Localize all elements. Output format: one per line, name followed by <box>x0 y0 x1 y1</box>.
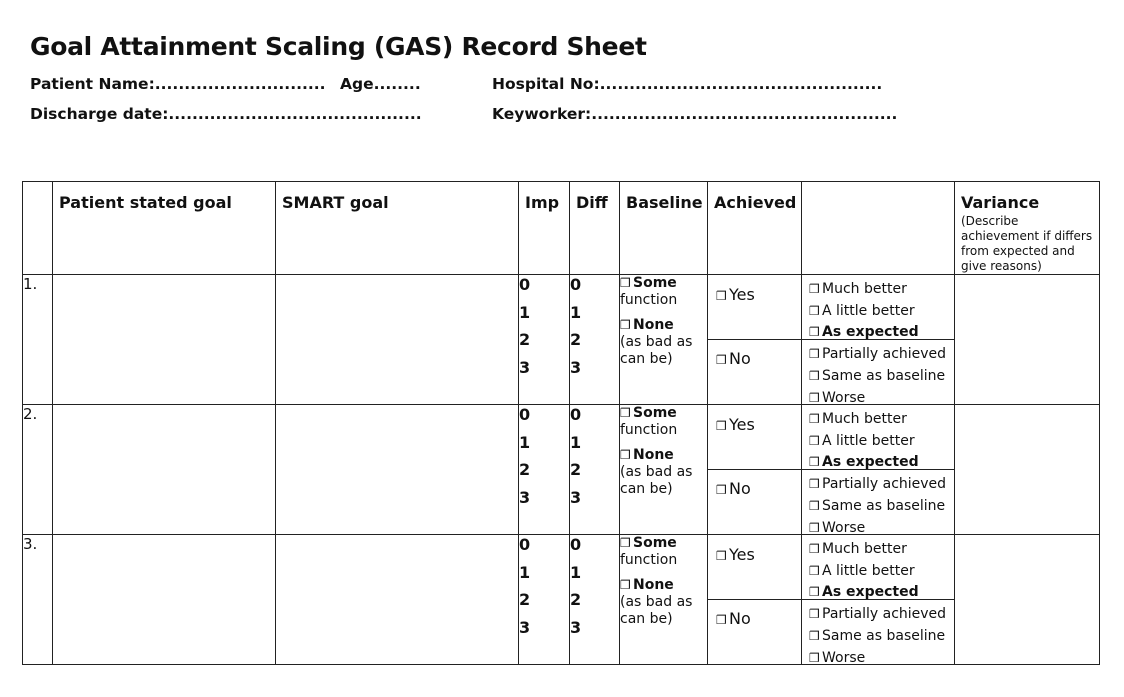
checkbox-icon[interactable]: ❒ <box>809 563 820 578</box>
variance-cell[interactable] <box>955 275 1100 405</box>
baseline-cell <box>620 275 708 405</box>
checkbox-icon[interactable]: ❒ <box>620 276 631 290</box>
variance-header <box>955 182 1100 275</box>
checkbox-icon[interactable]: ❒ <box>716 483 727 497</box>
smart-goal-header: SMART goal <box>276 182 519 275</box>
checkbox-icon[interactable]: ❒ <box>809 650 820 665</box>
imp-value[interactable]: 3 <box>519 487 531 507</box>
table-header-row <box>23 182 1100 275</box>
diff-value[interactable]: 2 <box>570 590 582 609</box>
outcome-options <box>809 539 946 669</box>
achieved-yes-option[interactable]: ❒ Yes <box>716 415 755 434</box>
imp-value[interactable]: 1 <box>519 432 531 452</box>
checkbox-icon[interactable]: ❒ <box>809 303 820 318</box>
imp-value[interactable]: 1 <box>519 302 531 322</box>
imp-value[interactable]: 0 <box>519 405 531 424</box>
outcome-little-better-option[interactable]: ❒ A little better <box>809 431 946 453</box>
checkbox-icon[interactable]: ❒ <box>809 542 820 556</box>
checkbox-icon[interactable]: ❒ <box>809 433 820 448</box>
outcome-partially-option[interactable]: ❒ Partially achieved <box>809 474 946 496</box>
outcome-partially-option[interactable]: ❒ Partially achieved <box>809 604 946 626</box>
diff-value[interactable]: 3 <box>570 357 582 377</box>
outcome-options <box>809 409 946 539</box>
achieved-yes-option[interactable]: ❒ Yes <box>716 545 755 564</box>
diff-value[interactable]: 0 <box>570 535 582 554</box>
outcome-much-better-option[interactable]: ❒ Much better <box>809 409 946 431</box>
achieved-no-option[interactable]: ❒ No <box>716 479 751 498</box>
outcome-partially-option[interactable]: ❒ Partially achieved <box>809 344 946 366</box>
outcome-same-option[interactable]: ❒ Same as baseline <box>809 496 946 518</box>
outcome-options <box>809 279 946 409</box>
checkbox-icon[interactable]: ❒ <box>716 549 727 563</box>
outcome-worse-option[interactable]: ❒ Worse <box>809 388 946 410</box>
outcome-cell <box>802 275 955 405</box>
patient-goal-cell[interactable] <box>53 405 276 535</box>
diff-value[interactable]: 1 <box>570 562 582 582</box>
checkbox-icon[interactable]: ❒ <box>809 520 820 535</box>
imp-value[interactable]: 0 <box>519 535 531 554</box>
checkbox-icon[interactable]: ❒ <box>809 498 820 513</box>
patient-goal-header: Patient stated goal <box>53 182 276 275</box>
checkbox-icon[interactable]: ❒ <box>809 368 820 383</box>
outcome-as-expected-option[interactable]: ❒ As expected <box>809 582 946 604</box>
outcome-same-option[interactable]: ❒ Same as baseline <box>809 626 946 648</box>
achieved-no-option[interactable]: ❒ No <box>716 349 751 368</box>
outcome-worse-option[interactable]: ❒ Worse <box>809 648 946 670</box>
achieved-cell <box>708 535 802 665</box>
imp-value[interactable]: 1 <box>519 562 531 582</box>
baseline-none-option[interactable]: ❒ None (as bad as can be) <box>620 317 693 367</box>
outcome-little-better-option[interactable]: ❒ A little better <box>809 301 946 323</box>
divider <box>708 469 801 470</box>
diff-value[interactable]: 2 <box>570 460 582 479</box>
achieved-yes-option[interactable]: ❒ Yes <box>716 285 755 304</box>
diff-value[interactable]: 3 <box>570 487 582 507</box>
baseline-cell <box>620 405 708 535</box>
baseline-some-option[interactable]: ❒ Some function <box>620 405 678 438</box>
baseline-some-option[interactable]: ❒ Some function <box>620 535 678 568</box>
checkbox-icon[interactable]: ❒ <box>620 318 631 332</box>
checkbox-icon[interactable]: ❒ <box>809 477 820 492</box>
imp-value[interactable]: 3 <box>519 357 531 377</box>
checkbox-icon[interactable]: ❒ <box>620 448 631 462</box>
smart-goal-cell[interactable] <box>276 405 519 535</box>
achieved-no-option[interactable]: ❒ No <box>716 609 751 628</box>
diff-value[interactable]: 3 <box>570 617 582 637</box>
checkbox-icon[interactable]: ❒ <box>809 282 820 296</box>
diff-scale[interactable] <box>570 275 620 405</box>
diff-value[interactable]: 0 <box>570 405 582 424</box>
diff-scale[interactable] <box>570 405 620 535</box>
imp-value[interactable]: 2 <box>519 460 531 479</box>
gas-record-table <box>22 181 1100 665</box>
imp-value[interactable]: 2 <box>519 590 531 609</box>
smart-goal-cell[interactable] <box>276 535 519 665</box>
number-header <box>23 182 53 275</box>
imp-value[interactable]: 0 <box>519 275 531 294</box>
imp-value[interactable]: 2 <box>519 330 531 349</box>
achieved-cell <box>708 405 802 535</box>
checkbox-icon[interactable]: ❒ <box>809 628 820 643</box>
diff-value[interactable]: 1 <box>570 432 582 452</box>
diff-value[interactable]: 0 <box>570 275 582 294</box>
imp-scale[interactable] <box>519 535 570 665</box>
keyworker-field[interactable]: Keyworker:.................................................... <box>492 105 898 123</box>
checkbox-icon[interactable]: ❒ <box>716 353 727 367</box>
goal-row <box>23 535 1100 665</box>
goal-row <box>23 405 1100 535</box>
outcome-same-option[interactable]: ❒ Same as baseline <box>809 366 946 388</box>
patient-name-field[interactable]: Patient Name:............................. <box>30 75 326 93</box>
hospital-no-field[interactable]: Hospital No:................................................ <box>492 75 883 93</box>
smart-goal-cell[interactable] <box>276 275 519 405</box>
variance-title: Variance <box>961 193 1040 212</box>
diff-value[interactable]: 2 <box>570 330 582 349</box>
outcome-little-better-option[interactable]: ❒ A little better <box>809 561 946 583</box>
checkbox-icon[interactable]: ❒ <box>716 613 727 627</box>
outcome-as-expected-option[interactable]: ❒ As expected <box>809 452 946 474</box>
imp-scale[interactable] <box>519 275 570 405</box>
achieved-header: Achieved <box>708 182 802 275</box>
row-number: 3. <box>23 535 53 665</box>
outcome-cell <box>802 535 955 665</box>
variance-cell[interactable] <box>955 535 1100 665</box>
variance-cell[interactable] <box>955 405 1100 535</box>
diff-header: Diff <box>570 182 620 275</box>
page-title: Goal Attainment Scaling (GAS) Record Sheet <box>30 32 647 61</box>
outcome-much-better-option[interactable]: ❒ Much better <box>809 279 946 301</box>
patient-goal-cell[interactable] <box>53 535 276 665</box>
checkbox-icon[interactable]: ❒ <box>620 578 631 592</box>
checkbox-icon[interactable]: ❒ <box>620 536 631 550</box>
outcome-cell <box>802 405 955 535</box>
outcome-header <box>802 182 955 275</box>
imp-scale[interactable] <box>519 405 570 535</box>
checkbox-icon[interactable]: ❒ <box>809 585 820 600</box>
row-number: 2. <box>23 405 53 535</box>
age-field[interactable]: Age........ <box>340 75 421 93</box>
outcome-as-expected-option[interactable]: ❒ As expected <box>809 322 946 344</box>
discharge-date-field[interactable]: Discharge date:........................................... <box>30 105 422 123</box>
checkbox-icon[interactable]: ❒ <box>809 390 820 405</box>
checkbox-icon[interactable]: ❒ <box>716 419 727 433</box>
patient-goal-cell[interactable] <box>53 275 276 405</box>
imp-header: Imp <box>519 182 570 275</box>
checkbox-icon[interactable]: ❒ <box>716 289 727 303</box>
checkbox-icon[interactable]: ❒ <box>809 607 820 622</box>
checkbox-icon[interactable]: ❒ <box>809 455 820 470</box>
row-number: 1. <box>23 275 53 405</box>
baseline-header: Baseline <box>620 182 708 275</box>
outcome-worse-option[interactable]: ❒ Worse <box>809 518 946 540</box>
checkbox-icon[interactable]: ❒ <box>809 412 820 426</box>
baseline-none-option[interactable]: ❒ None (as bad as can be) <box>620 447 693 497</box>
baseline-some-option[interactable]: ❒ Some function <box>620 275 678 308</box>
diff-value[interactable]: 1 <box>570 302 582 322</box>
variance-note: (Describe achievement if differs from expected and give reasons) <box>961 214 1093 273</box>
divider <box>708 599 801 600</box>
checkbox-icon[interactable]: ❒ <box>809 325 820 340</box>
achieved-cell <box>708 275 802 405</box>
imp-value[interactable]: 3 <box>519 617 531 637</box>
checkbox-icon[interactable]: ❒ <box>809 347 820 362</box>
baseline-cell <box>620 535 708 665</box>
goal-row <box>23 275 1100 405</box>
checkbox-icon[interactable]: ❒ <box>620 406 631 420</box>
baseline-none-option[interactable]: ❒ None (as bad as can be) <box>620 577 693 627</box>
divider <box>708 339 801 340</box>
outcome-much-better-option[interactable]: ❒ Much better <box>809 539 946 561</box>
diff-scale[interactable] <box>570 535 620 665</box>
